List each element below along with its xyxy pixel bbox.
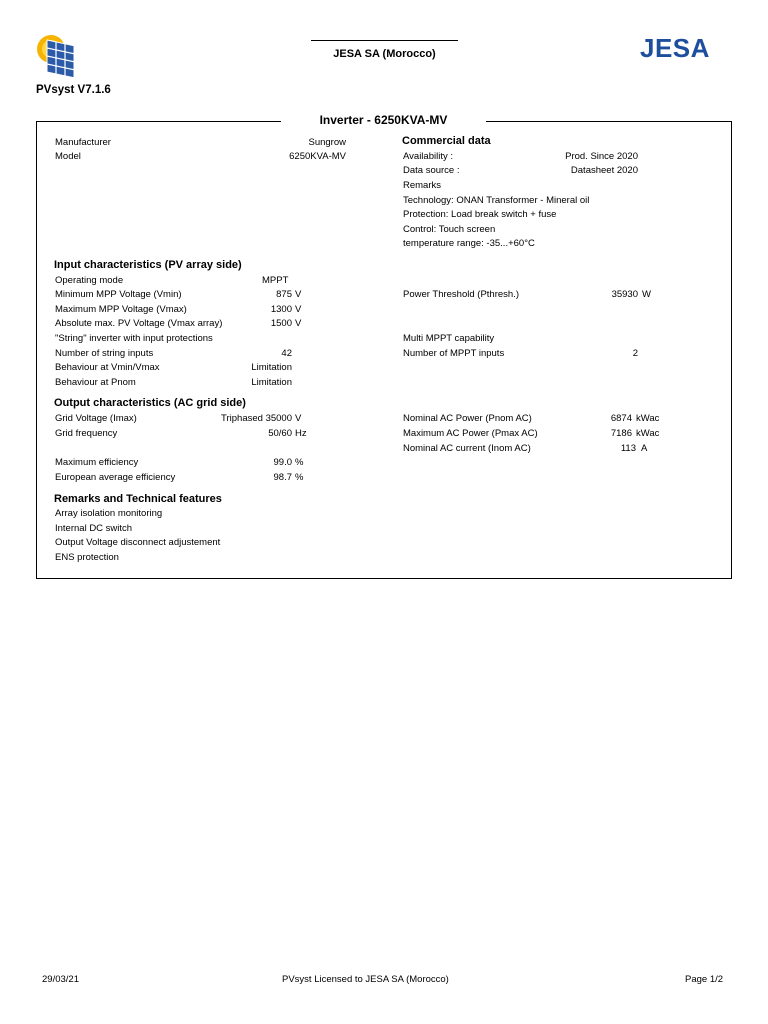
inom-label: Nominal AC current (Inom AC) <box>403 443 531 454</box>
behaviour-vmin-label: Behaviour at Vmin/Vmax <box>55 362 160 373</box>
availability-value: Prod. Since 2020 <box>565 151 638 162</box>
app-version: PVsyst V7.1.6 <box>36 84 111 96</box>
grid-freq-label: Grid frequency <box>55 428 118 439</box>
max-eff-label: Maximum efficiency <box>55 457 139 468</box>
grid-freq-unit: Hz <box>295 428 307 439</box>
pmax-unit: kWac <box>636 428 660 439</box>
vmax-label: Maximum MPP Voltage (Vmax) <box>55 304 187 315</box>
pthresh-label: Power Threshold (Pthresh.) <box>403 289 519 300</box>
vabs-label: Absolute max. PV Voltage (Vmax array) <box>55 318 223 329</box>
pnom-unit: kWac <box>636 413 660 424</box>
vmin-label: Minimum MPP Voltage (Vmin) <box>55 289 182 300</box>
string-inputs-label: Number of string inputs <box>55 348 154 359</box>
pthresh-value: 35930 <box>611 289 638 300</box>
remarks-heading: Remarks and Technical features <box>54 493 222 505</box>
manufacturer-value: Sungrow <box>308 137 346 148</box>
technology-text: Technology: ONAN Transformer - Mineral oil <box>403 195 590 206</box>
euro-eff-label: European average efficiency <box>55 472 176 483</box>
grid-voltage-unit: V <box>295 413 302 424</box>
company-name: JESA SA (Morocco) <box>333 48 436 60</box>
vmax-unit: V <box>295 304 302 315</box>
inom-value: 113 <box>620 443 636 454</box>
grid-voltage-label: Grid Voltage (Imax) <box>55 413 137 424</box>
euro-eff-unit: % <box>295 472 304 483</box>
footer-date: 29/03/21 <box>42 974 79 985</box>
control-text: Control: Touch screen <box>403 224 496 235</box>
mppt-inputs-value: 2 <box>632 348 638 359</box>
vabs-value: 1500 <box>270 318 292 329</box>
behaviour-vmin-value: Limitation <box>251 362 292 373</box>
operating-mode-label: Operating mode <box>55 275 124 286</box>
datasource-value: Datasheet 2020 <box>570 165 638 176</box>
brand-logo: JESA <box>640 33 710 63</box>
pmax-label: Maximum AC Power (Pmax AC) <box>403 428 538 439</box>
operating-mode-value: MPPT <box>262 275 289 286</box>
model-label: Model <box>55 151 81 162</box>
behaviour-pnom-value: Limitation <box>251 377 292 388</box>
company-divider <box>311 40 458 41</box>
protection-text: Protection: Load break switch + fuse <box>403 209 557 220</box>
string-inputs-value: 42 <box>281 348 292 359</box>
footer-page: Page 1/2 <box>685 974 724 985</box>
string-inverter-text: "String" inverter with input protections <box>55 333 213 344</box>
input-heading: Input characteristics (PV array side) <box>54 259 242 271</box>
multi-mppt-text: Multi MPPT capability <box>403 333 495 344</box>
inom-unit: A <box>641 443 648 454</box>
availability-label: Availability : <box>403 151 453 162</box>
remark-item: Output Voltage disconnect adjustement <box>55 537 221 548</box>
vmin-unit: V <box>295 289 302 300</box>
remark-item: Array isolation monitoring <box>55 508 163 519</box>
remark-item: ENS protection <box>55 552 119 563</box>
max-eff-unit: % <box>295 457 304 468</box>
model-value: 6250KVA-MV <box>289 151 346 162</box>
temperature-text: temperature range: -35...+60°C <box>403 238 535 249</box>
solar-panel-sun-icon <box>34 32 78 80</box>
pnom-label: Nominal AC Power (Pnom AC) <box>403 413 532 424</box>
footer-license: PVsyst Licensed to JESA SA (Morocco) <box>282 974 449 985</box>
euro-eff-value: 98.7 <box>273 472 292 483</box>
panel-title: Inverter - 6250KVA-MV <box>319 113 448 127</box>
vmax-value: 1300 <box>270 304 292 315</box>
pnom-value: 6874 <box>610 413 632 424</box>
grid-freq-value: 50/60 <box>268 428 292 439</box>
remark-item: Internal DC switch <box>55 523 133 534</box>
panel-title-wrap <box>281 112 486 130</box>
vmin-value: 875 <box>276 289 292 300</box>
output-heading: Output characteristics (AC grid side) <box>54 397 246 409</box>
datasource-label: Data source : <box>403 165 460 176</box>
pmax-value: 7186 <box>610 428 632 439</box>
behaviour-pnom-label: Behaviour at Pnom <box>55 377 136 388</box>
grid-voltage-value: Triphased 35000 <box>221 413 292 424</box>
manufacturer-label: Manufacturer <box>55 137 111 148</box>
vabs-unit: V <box>295 318 302 329</box>
max-eff-value: 99.0 <box>273 457 292 468</box>
pthresh-unit: W <box>642 289 651 300</box>
commercial-heading: Commercial data <box>402 135 491 147</box>
mppt-inputs-label: Number of MPPT inputs <box>403 348 505 359</box>
remarks-label: Remarks <box>403 180 442 191</box>
